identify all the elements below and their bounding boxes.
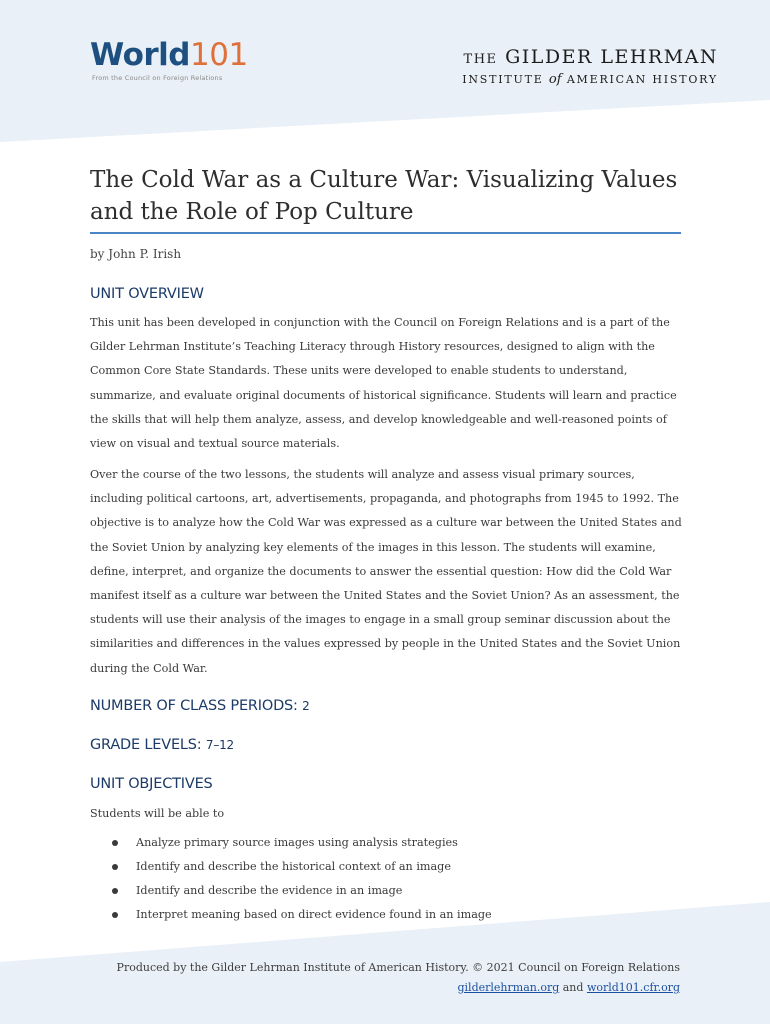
footer-links bbox=[117, 978, 680, 998]
world101-wordmark bbox=[90, 37, 248, 73]
world101-logo bbox=[90, 37, 248, 82]
class-periods-value: 2 bbox=[302, 699, 310, 713]
world101-tagline: From the Council on Foreign Relations bbox=[92, 74, 223, 82]
bullet-icon bbox=[112, 912, 118, 918]
unit-overview-paragraph-1: This unit has been developed in conjunction with the Council on Foreign Relations and is a part of the Gilder Lehrman Institute’s Teaching Literacy through History resources, designed to align with the Common Core State Standards. These units were developed to enable students to understand, summarize, and evaluate original documents of historical significance. Students will learn and practice the skills that will help them analyze, assess, and develop knowledgeable and well-reasoned points of view on visual and textual source materials. bbox=[90, 316, 677, 451]
class-periods-label: NUMBER OF CLASS PERIODS: bbox=[90, 698, 298, 714]
page-footer bbox=[117, 958, 680, 998]
grade-levels-heading bbox=[90, 737, 234, 753]
gilder-lehrman-the: THE bbox=[463, 52, 498, 67]
gilderlehrman-link[interactable]: gilderlehrman.org bbox=[457, 981, 560, 994]
gilder-lehrman-institute: INSTITUTE bbox=[462, 73, 544, 86]
gilder-lehrman-american-history: AMERICAN HISTORY bbox=[566, 73, 718, 86]
gilder-lehrman-of: of bbox=[548, 72, 562, 87]
footer-and: and bbox=[562, 981, 584, 994]
author-byline: by John P. Irish bbox=[90, 247, 182, 261]
footer-credit: Produced by the Gilder Lehrman Institute of American History. © 2021 Council on Foreign Relations bbox=[116, 961, 680, 974]
world101-word: World bbox=[90, 37, 190, 73]
document-title: The Cold War as a Culture War: Visualizing Values and the Role of Pop Culture bbox=[90, 167, 678, 225]
list-item bbox=[112, 879, 492, 903]
gilder-lehrman-name bbox=[462, 48, 718, 67]
bullet-icon bbox=[112, 864, 118, 870]
objective-text: Identify and describe the historical context of an image bbox=[136, 860, 451, 873]
unit-objectives-heading: UNIT OBJECTIVES bbox=[90, 776, 213, 792]
grade-levels-label: GRADE LEVELS: bbox=[90, 737, 202, 753]
bullet-icon bbox=[112, 888, 118, 894]
world101-link[interactable]: world101.cfr.org bbox=[586, 981, 680, 994]
bullet-icon bbox=[112, 840, 118, 846]
list-item bbox=[112, 855, 492, 879]
list-item bbox=[112, 831, 492, 855]
gilder-lehrman-logo bbox=[462, 48, 718, 87]
unit-objectives-list bbox=[112, 831, 492, 927]
world101-number: 101 bbox=[190, 37, 248, 73]
unit-objectives-intro: Students will be able to bbox=[90, 807, 225, 820]
gilder-lehrman-subtitle bbox=[462, 72, 718, 87]
objective-text: Identify and describe the evidence in an image bbox=[136, 884, 403, 897]
unit-overview-paragraph-2: Over the course of the two lessons, the students will analyze and assess visual primary sources, including political cartoons, art, advertisements, propaganda, and photographs from 1945 to 1992. The objective is to analyze how the Cold War was expressed as a culture war between the United States and the Soviet Union by analyzing key elements of the images in this lesson. The students will examine, define, interpret, and organize the documents to answer the essential question: How did the Cold War manifest itself as a culture war between the United States and the Soviet Union? As an assessment, the students will use their analysis of the images to engage in a small group seminar discussion about the similarities and differences in the values expressed by people in the United States and the Soviet Union during the Cold War. bbox=[90, 468, 682, 675]
list-item bbox=[112, 903, 492, 927]
class-periods-heading bbox=[90, 698, 310, 714]
gilder-lehrman-title: GILDER LEHRMAN bbox=[505, 46, 718, 68]
objective-text: Analyze primary source images using analysis strategies bbox=[136, 836, 458, 849]
grade-levels-value: 7–12 bbox=[205, 738, 234, 752]
objective-text: Interpret meaning based on direct evidence found in an image bbox=[136, 908, 492, 921]
title-divider bbox=[90, 232, 681, 234]
unit-overview-heading: UNIT OVERVIEW bbox=[90, 286, 204, 302]
